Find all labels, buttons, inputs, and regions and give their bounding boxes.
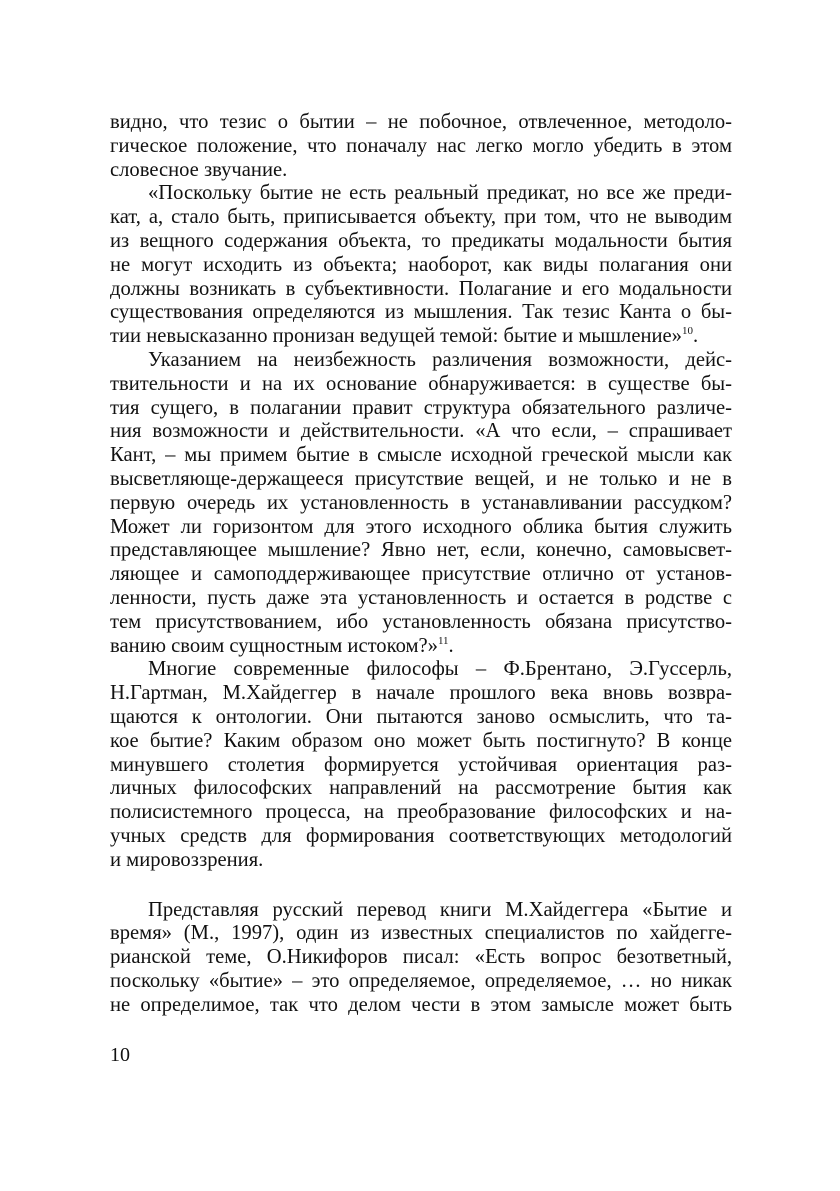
page-body [110, 111, 732, 1017]
text-line: Многие современные философы – Ф.Брентано, Э.Гуссерль, [148, 658, 732, 681]
text-line: Может ли горизонтом для этого исходного облика бытия служить [110, 515, 732, 538]
paragraph-4 [110, 658, 732, 872]
footnote-ref-11: 11 [437, 634, 449, 647]
text-line: должны возникать в субъективности. Полагание и его модальности [110, 277, 732, 300]
text-line: кое бытие? Каким образом оно может быть постигнуто? В конце [110, 729, 732, 752]
text-line: ния возможности и действительности. «А что если, – спрашивает [110, 420, 732, 443]
text-line: словесное звучание. [110, 158, 288, 181]
text-line [110, 635, 732, 659]
text-line: щаются к онтологии. Они пытаются заново осмыслить, что та- [110, 705, 732, 728]
text-line: и мировоззрения. [110, 848, 264, 871]
paragraph-2 [110, 182, 732, 349]
text-line: представляющее мышление? Явно нет, если, конечно, самовысвет- [110, 539, 732, 562]
text-line: ленности, пусть даже эта установленность и остается в родстве с [110, 586, 732, 609]
end-punctuation: . [448, 634, 454, 657]
text-line: тем присутствованием, ибо установленность обязана присутство- [110, 610, 732, 633]
line-text: ванию своим сущностным истоком?» [110, 634, 438, 657]
text-line: Представляя русский перевод книги М.Хайдеггера «Бытие и [148, 898, 732, 921]
paragraph-3 [110, 349, 732, 658]
text-line: «Поскольку бытие не есть реальный предикат, но все же преди- [148, 182, 732, 205]
text-line: Н.Гартман, М.Хайдеггер в начале прошлого века вновь возвра- [110, 682, 732, 705]
text-line: не определимое, так что делом чести в этом замысле может быть [110, 993, 732, 1016]
text-line: видно, что тезис о бытии – не побочное, отвлеченное, методоло- [110, 111, 732, 133]
text-line: минувшего столетия формируется устойчивая ориентация раз- [110, 753, 732, 776]
text-line: Указанием на неизбежность различения возможности, дейс- [148, 348, 732, 371]
text-line: кат, а, стало быть, приписывается объекту, при том, что не выводим [110, 206, 732, 229]
paragraph-1 [110, 111, 732, 182]
line-text: тии невысказанно пронизан ведущей темой: бытие и мышление» [110, 325, 682, 348]
text-line: личных философских направлений на рассмотрение бытия как [110, 777, 732, 800]
text-line: тия сущего, в полагании правит структура обязательного различе- [110, 396, 732, 419]
text-line: поскольку «бытие» – это определяемое, определяемое, … но никак [110, 969, 732, 992]
footnote-ref-10: 10 [681, 325, 693, 338]
text-line: твительности и на их основание обнаруживается: в существе бы- [110, 372, 732, 395]
text-line: гическое положение, что поначалу нас легко могло убедить в этом [110, 134, 732, 157]
text-line: не могут исходить из объекта; наоборот, как виды полагания они [110, 253, 732, 276]
text-line [110, 325, 732, 349]
end-punctuation: . [692, 325, 699, 348]
text-line: учных средств для формирования соответствующих методологий [110, 824, 732, 847]
text-line: существования определяются из мышления. Так тезис Канта о бы- [110, 301, 732, 324]
text-line: полисистемного процесса, на преобразование философских и на- [110, 801, 732, 824]
text-line: рианской теме, О.Никифоров писал: «Есть вопрос безответный, [110, 946, 732, 969]
text-line: Кант, – мы примем бытие в смысле исходной греческой мысли как [110, 444, 732, 467]
page-number: 10 [110, 1044, 130, 1066]
text-line: из вещного содержания объекта, то предикаты модальности бытия [110, 229, 732, 252]
text-line: ляющее и самоподдерживающее присутствие отлично от установ- [110, 563, 732, 586]
text-line: первую очередь их установленность в устанавливании рассудком? [110, 491, 732, 514]
text-line: высветляюще-держащееся присутствие вещей, и не только и не в [110, 467, 732, 490]
paragraph-spacer [110, 873, 732, 899]
text-line: время» (М., 1997), один из известных специалистов по хайдегге- [110, 922, 732, 945]
paragraph-5 [110, 899, 732, 1018]
